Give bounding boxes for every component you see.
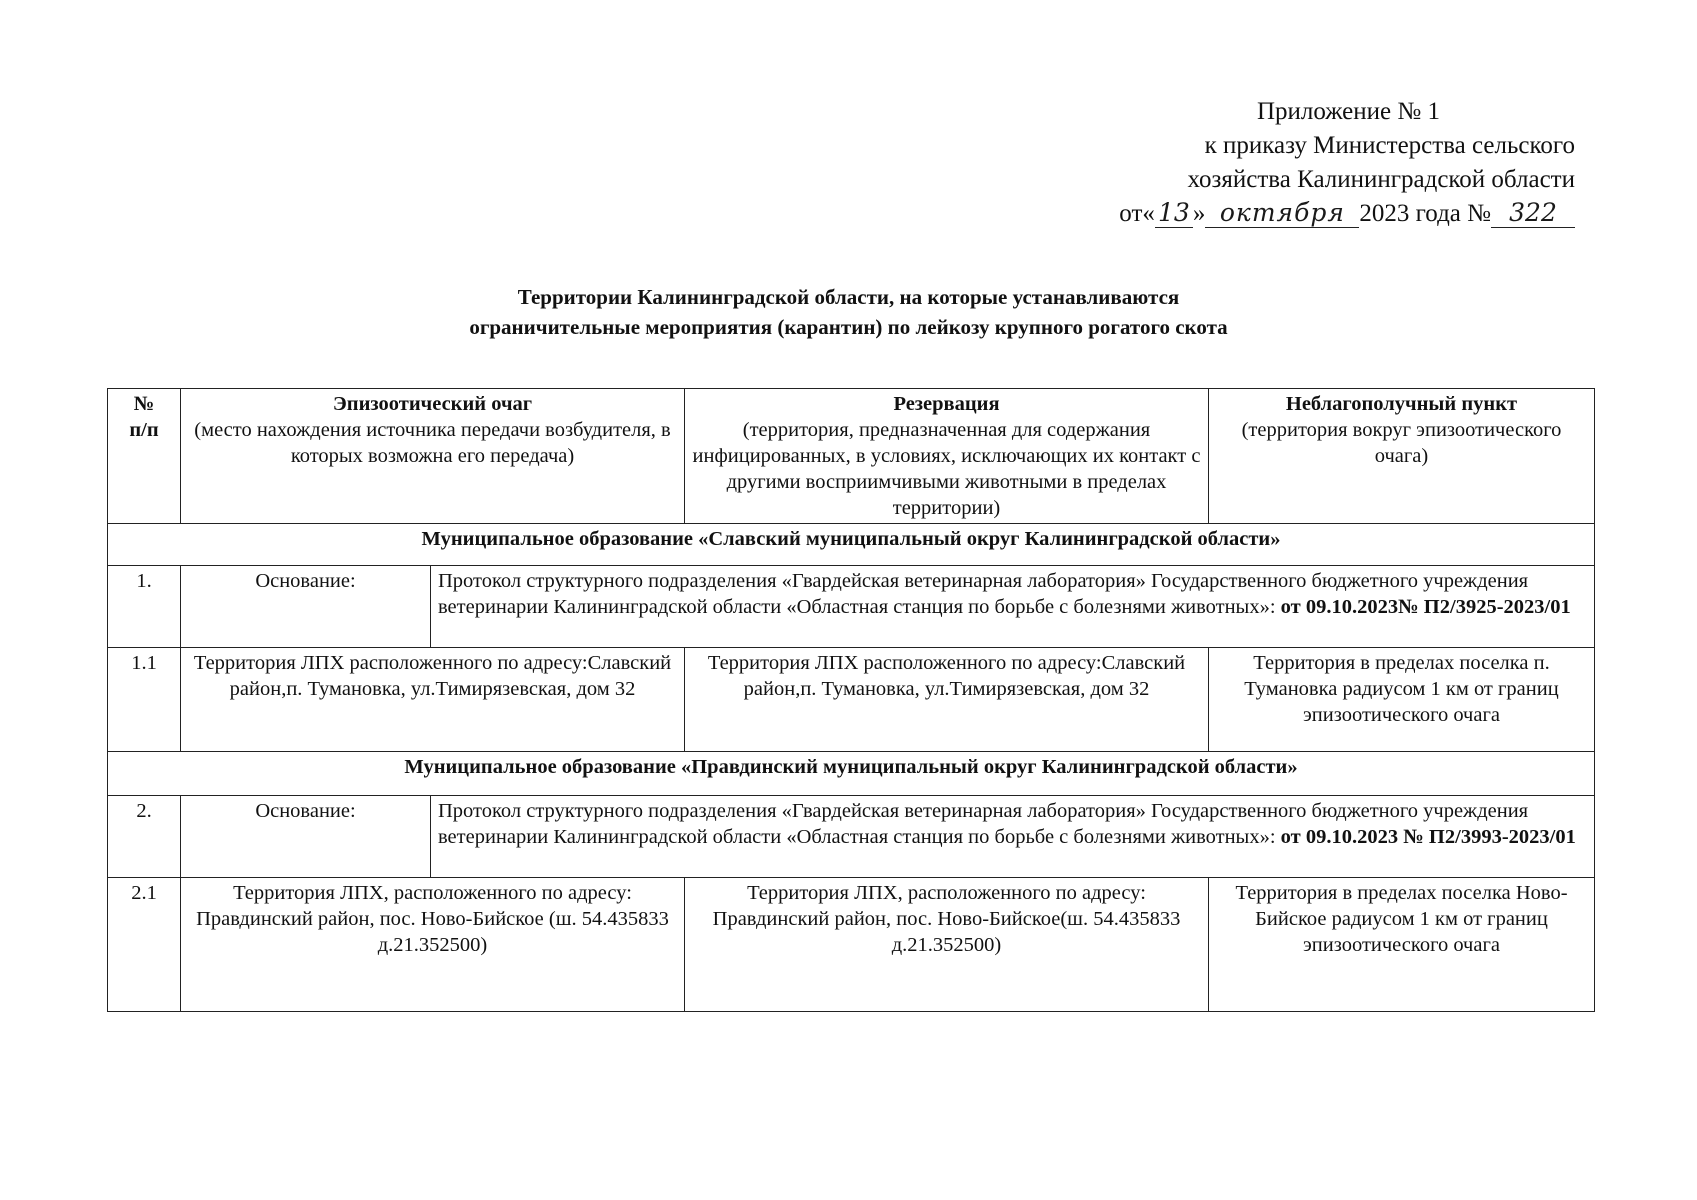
section-title-pravdinsky: Муниципальное образование «Правдинский муниципальный округ Калининградской области» <box>108 752 1595 796</box>
appendix-header <box>1055 95 1575 231</box>
section-row <box>108 524 1595 566</box>
row-unfavorable-point: Территория в пределах поселка п. Тумановка радиусом 1 км от границ эпизоотического очага <box>1209 648 1595 752</box>
handwritten-month: октября <box>1205 199 1359 228</box>
order-reference: к приказу Министерства сельского <box>1204 132 1575 159</box>
header-epizootic-focus <box>181 389 685 524</box>
row-num: 1.1 <box>108 648 181 752</box>
header-unfavorable-point-title: Неблагополучный пункт <box>1285 393 1518 415</box>
basis-label: Основание: <box>181 796 431 878</box>
appendix-number: Приложение № 1 <box>1256 98 1440 125</box>
header-reservation-desc: (территория, предназначенная для содержания инфицированных, в условиях, исключающих их контакт с другими восприимчивыми животными в пределах территории) <box>692 419 1201 519</box>
row-unfavorable-point: Территория в пределах поселка Ново-Бийское радиусом 1 км от границ эпизоотического очага <box>1209 878 1595 1012</box>
order-date-line <box>1055 197 1575 231</box>
table-header-row <box>108 389 1595 524</box>
basis-row <box>108 796 1595 878</box>
header-num-abbr: п/п <box>129 419 159 441</box>
title-line-1: Территории Калининградской области, на которые устанавливаются <box>517 285 1180 309</box>
header-num-sign: № <box>133 393 155 415</box>
date-prefix: от« <box>1119 200 1155 227</box>
section-row <box>108 752 1595 796</box>
header-unfavorable-point <box>1209 389 1595 524</box>
basis-text-cell <box>431 796 1595 878</box>
section-title-slavsky: Муниципальное образование «Славский муниципальный округ Калининградской области» <box>108 524 1595 566</box>
basis-protocol-ref: от 09.10.2023№ П2/3925-2023/01 <box>1280 596 1571 618</box>
date-year-text: 2023 года № <box>1359 200 1491 227</box>
document-title <box>0 282 1697 342</box>
quarantine-territories-table <box>107 388 1595 1012</box>
row-focus: Территория ЛПХ, расположенного по адресу: Правдинский район, пос. Ново-Бийское (ш. 54.435833 д.21.352500) <box>181 878 685 1012</box>
header-epizootic-focus-title: Эпизоотический очаг <box>332 393 533 415</box>
basis-text: Протокол структурного подразделения «Гвардейская ветеринарная лаборатория» Государственного бюджетного учреждения ветеринарии Калининградской области «Областная станция по борьбе с болезнями животных»: <box>438 570 1529 618</box>
row-reservation: Территория ЛПХ расположенного по адресу:Славский район,п. Тумановка, ул.Тимирязевская, дом 32 <box>685 648 1209 752</box>
row-num: 2.1 <box>108 878 181 1012</box>
handwritten-order-number: 322 <box>1491 199 1575 228</box>
header-num-cell <box>108 389 181 524</box>
handwritten-day: 13 <box>1155 199 1193 228</box>
row-focus: Территория ЛПХ расположенного по адресу:Славский район,п. Тумановка, ул.Тимирязевская, дом 32 <box>181 648 685 752</box>
basis-num: 1. <box>108 566 181 648</box>
basis-text: Протокол структурного подразделения «Гвардейская ветеринарная лаборатория» Государственного бюджетного учреждения ветеринарии Калининградской области «Областная станция по борьбе с болезнями животных»: <box>438 800 1529 848</box>
date-mid: » <box>1192 200 1206 227</box>
basis-row <box>108 566 1595 648</box>
basis-label: Основание: <box>181 566 431 648</box>
row-reservation: Территория ЛПХ, расположенного по адресу: Правдинский район, пос. Ново-Бийское(ш. 54.435833 д.21.352500) <box>685 878 1209 1012</box>
header-unfavorable-point-desc: (территория вокруг эпизоотического очага) <box>1241 419 1562 467</box>
basis-num: 2. <box>108 796 181 878</box>
table-row <box>108 648 1595 752</box>
basis-protocol-ref: от 09.10.2023 № П2/3993-2023/01 <box>1280 826 1576 848</box>
header-epizootic-focus-desc: (место нахождения источника передачи возбудителя, в которых возможна его передача) <box>194 419 671 467</box>
basis-text-cell <box>431 566 1595 648</box>
table-row <box>108 878 1595 1012</box>
title-line-2: ограничительные мероприятия (карантин) по лейкозу крупного рогатого скота <box>469 315 1228 339</box>
header-reservation <box>685 389 1209 524</box>
ministry-name: хозяйства Калининградской области <box>1187 166 1575 193</box>
header-reservation-title: Резервация <box>893 393 1000 415</box>
